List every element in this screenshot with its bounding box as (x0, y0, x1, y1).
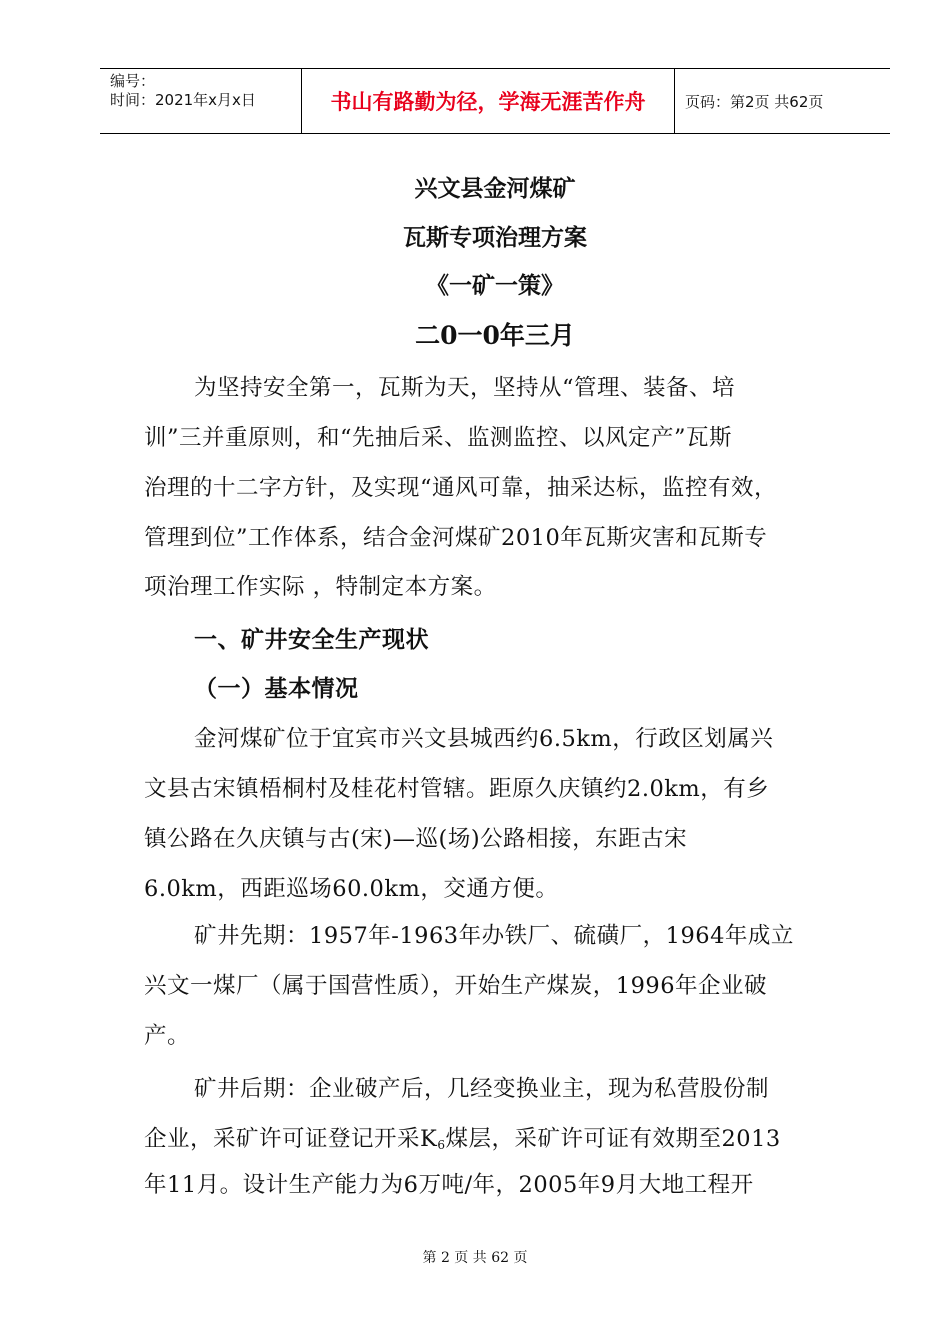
paragraph-line: 镇公路在久庆镇与古(宋)—巡(场)公路相接，东距古宋 (144, 826, 688, 852)
doc-title-mine: 兴文县金河煤矿 (414, 175, 576, 202)
paragraph-line: 训”三并重原则，和“先抽后采、监测监控、以风定产”瓦斯 (144, 425, 733, 451)
header-page-label: 页码：第2页 共62页 (685, 92, 824, 111)
paragraph-line: 金河煤矿位于宜宾市兴文县城西约6.5km，行政区划属兴 (194, 726, 774, 752)
paragraph-line (144, 1121, 781, 1153)
paragraph-line: 文县古宋镇梧桐村及桂花村管辖。距原久庆镇约2.0km，有乡 (144, 776, 770, 802)
doc-date: 二0一0年三月 (415, 321, 575, 350)
doc-title-policy: 《一矿一策》 (426, 272, 564, 299)
date-label: 时间：2021年x月x日 (110, 91, 256, 109)
paragraph-line: 年11月。设计生产能力为6万吨/年，2005年9月大地工程开 (144, 1172, 754, 1198)
text-segment: 企业，采矿许可证登记开采K (144, 1126, 438, 1152)
paragraph-line: 矿井先期：1957年-1963年办铁厂、硫磺厂，1964年成立 (194, 923, 794, 949)
text-segment: 煤层，采矿许可证有效期至2013 (445, 1126, 781, 1152)
paragraph-line: 为坚持安全第一，瓦斯为天，坚持从“管理、装备、培 (194, 375, 736, 401)
paragraph-line: 项治理工作实际 ，特制定本方案。 (144, 574, 497, 600)
header-motto: 书山有路勤为径，学海无涯苦作舟 (301, 69, 675, 133)
subsection-heading: （一）基本情况 (194, 675, 359, 702)
header-meta (100, 69, 300, 133)
subscript: 6 (437, 1138, 446, 1152)
paragraph-line: 6.0km，西距巡场60.0km，交通方便。 (144, 876, 559, 902)
paragraph-line: 治理的十二字方针，及实现“通风可靠，抽采达标，监控有效， (144, 475, 778, 501)
number-label: 编号： (110, 72, 156, 90)
page-footer: 第 2 页 共 62 页 (422, 1250, 528, 1266)
paragraph-line: 产。 (144, 1023, 191, 1049)
paragraph-line: 矿井后期：企业破产后，几经变换业主，现为私营股份制 (194, 1076, 770, 1102)
section-heading: 一、矿井安全生产现状 (194, 626, 429, 653)
paragraph-line: 管理到位”工作体系，结合金河煤矿2010年瓦斯灾害和瓦斯专 (144, 525, 768, 551)
page-header (100, 68, 890, 134)
paragraph-line: 兴文一煤厂（属于国营性质），开始生产煤炭，1996年企业破 (144, 973, 768, 999)
doc-title-plan: 瓦斯专项治理方案 (403, 224, 587, 251)
